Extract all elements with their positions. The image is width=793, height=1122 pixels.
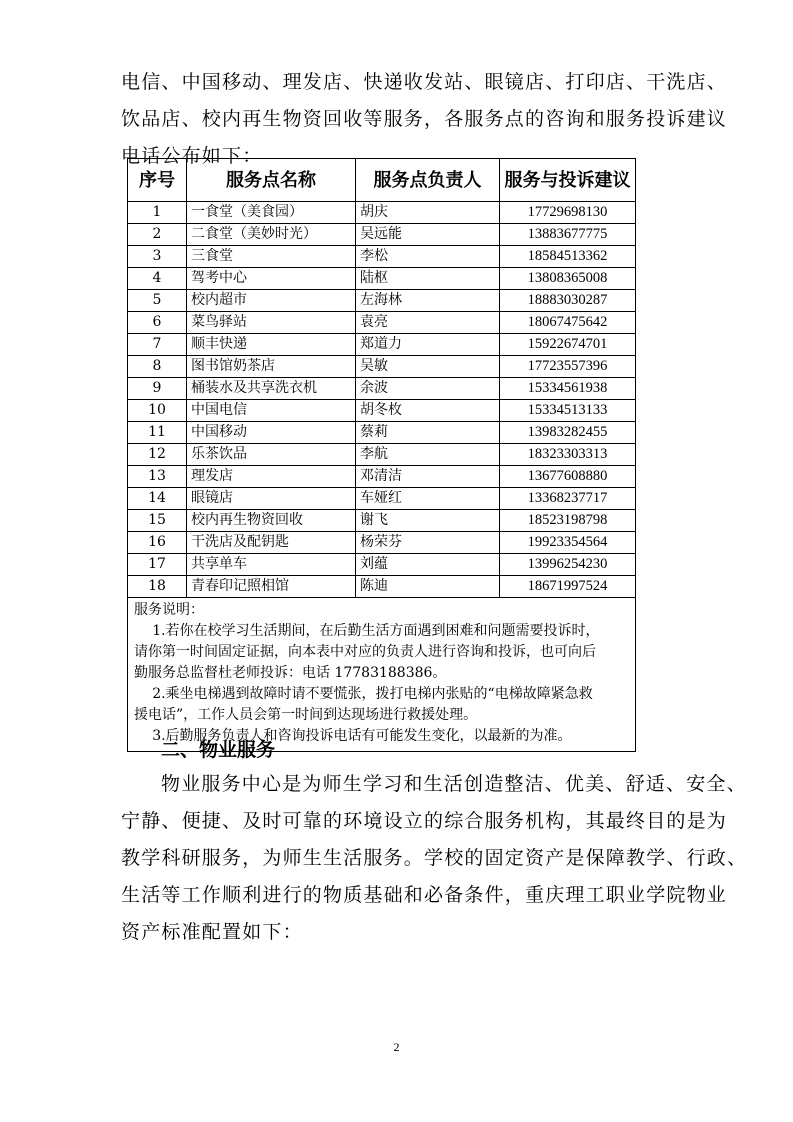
table-row xyxy=(128,202,636,224)
note-text: 勤服务总监督杜老师投诉：电话 17783188386。 xyxy=(134,665,447,681)
person-name: 袁亮 xyxy=(356,312,500,334)
table-row xyxy=(128,246,636,268)
table-row xyxy=(128,224,636,246)
person-name: 陆枢 xyxy=(356,268,500,290)
person-name: 李松 xyxy=(356,246,500,268)
person-name: 刘蕴 xyxy=(356,554,500,576)
row-index: 10 xyxy=(128,400,187,422)
section-line: 资产标准配置如下： xyxy=(121,921,303,943)
page-number: 2 xyxy=(393,1040,400,1054)
phone-number: 19923354564 xyxy=(500,532,636,554)
intro-line: 电话公布如下： xyxy=(121,145,263,167)
row-index: 4 xyxy=(128,268,187,290)
table-row xyxy=(128,488,636,510)
notes-title: 服务说明： xyxy=(134,602,204,618)
service-name: 共享单车 xyxy=(187,554,356,576)
service-name: 一食堂（美食园） xyxy=(187,202,356,224)
person-name: 胡冬枚 xyxy=(356,400,500,422)
person-name: 左海林 xyxy=(356,290,500,312)
header-index: 序号 xyxy=(128,159,187,202)
person-name: 车娅红 xyxy=(356,488,500,510)
section-line: 教学科研服务，为师生生活服务。学校的固定资产是保障教学、行政、 xyxy=(121,847,748,869)
row-index: 18 xyxy=(128,576,187,598)
row-index: 3 xyxy=(128,246,187,268)
note-item-1 xyxy=(134,621,629,684)
header-person: 服务点负责人 xyxy=(356,159,500,202)
service-name: 顺丰快递 xyxy=(187,334,356,356)
service-name: 青春印记照相馆 xyxy=(187,576,356,598)
section-line: 生活等工作顺利进行的物质基础和必备条件，重庆理工职业学院物业 xyxy=(121,884,728,906)
notes-row xyxy=(128,598,636,752)
phone-number: 13883677775 xyxy=(500,224,636,246)
service-name: 二食堂（美妙时光） xyxy=(187,224,356,246)
row-index: 16 xyxy=(128,532,187,554)
table-row xyxy=(128,290,636,312)
phone-number: 13677608880 xyxy=(500,466,636,488)
table-row xyxy=(128,400,636,422)
note-text: 1.若你在校学习生活期间，在后勤生活方面遇到困难和问题需要投诉时， xyxy=(152,623,600,639)
note-text: 请你第一时间固定证据，向本表中对应的负责人进行咨询和投诉，也可向后 xyxy=(134,644,596,660)
phone-number: 13808365008 xyxy=(500,268,636,290)
table-header-row xyxy=(128,159,636,202)
row-index: 14 xyxy=(128,488,187,510)
table-row xyxy=(128,312,636,334)
phone-number: 18523198798 xyxy=(500,510,636,532)
intro-line: 饮品店、校内再生物资回收等服务，各服务点的咨询和服务投诉建议 xyxy=(121,108,728,130)
person-name: 陈迪 xyxy=(356,576,500,598)
note-text: 3.后勤服务负责人和咨询投诉电话有可能发生变化，以最新的为准。 xyxy=(152,728,572,744)
row-index: 6 xyxy=(128,312,187,334)
header-phone: 服务与投诉建议 xyxy=(500,159,636,202)
phone-number: 18323303313 xyxy=(500,444,636,466)
phone-number: 13368237717 xyxy=(500,488,636,510)
person-name: 蔡莉 xyxy=(356,422,500,444)
row-index: 17 xyxy=(128,554,187,576)
table-row xyxy=(128,334,636,356)
row-index: 5 xyxy=(128,290,187,312)
note-text: 援电话”，工作人员会第一时间到达现场进行救援处理。 xyxy=(134,707,478,723)
table-row xyxy=(128,576,636,598)
note-item-2 xyxy=(134,684,629,726)
phone-number: 13983282455 xyxy=(500,422,636,444)
phone-number: 13996254230 xyxy=(500,554,636,576)
row-index: 12 xyxy=(128,444,187,466)
row-index: 13 xyxy=(128,466,187,488)
section-line: 物业服务中心是为师生学习和生活创造整洁、优美、舒适、安全、 xyxy=(161,773,747,795)
person-name: 吴远能 xyxy=(356,224,500,246)
intro-line: 电信、中国移动、理发店、快递收发站、眼镜店、打印店、干洗店、 xyxy=(121,71,728,93)
row-index: 7 xyxy=(128,334,187,356)
phone-number: 18584513362 xyxy=(500,246,636,268)
table-row xyxy=(128,268,636,290)
service-name: 图书馆奶茶店 xyxy=(187,356,356,378)
service-name: 干洗店及配钥匙 xyxy=(187,532,356,554)
service-name: 菜鸟驿站 xyxy=(187,312,356,334)
table-body xyxy=(128,202,636,598)
section-paragraph xyxy=(121,766,748,951)
phone-number: 18067475642 xyxy=(500,312,636,334)
table-row xyxy=(128,356,636,378)
service-name: 校内超市 xyxy=(187,290,356,312)
person-name: 邓清洁 xyxy=(356,466,500,488)
service-name: 桶装水及共享洗衣机 xyxy=(187,378,356,400)
phone-number: 18883030287 xyxy=(500,290,636,312)
row-index: 11 xyxy=(128,422,187,444)
person-name: 余波 xyxy=(356,378,500,400)
person-name: 谢飞 xyxy=(356,510,500,532)
person-name: 郑道力 xyxy=(356,334,500,356)
service-name: 校内再生物资回收 xyxy=(187,510,356,532)
phone-number: 15334561938 xyxy=(500,378,636,400)
service-name: 中国移动 xyxy=(187,422,356,444)
section-title: 二、物业服务 xyxy=(161,739,276,761)
person-name: 杨荣芬 xyxy=(356,532,500,554)
phone-number: 17729698130 xyxy=(500,202,636,224)
person-name: 胡庆 xyxy=(356,202,500,224)
service-name: 眼镜店 xyxy=(187,488,356,510)
header-service-name: 服务点名称 xyxy=(187,159,356,202)
row-index: 9 xyxy=(128,378,187,400)
row-index: 1 xyxy=(128,202,187,224)
service-name: 驾考中心 xyxy=(187,268,356,290)
service-name: 中国电信 xyxy=(187,400,356,422)
note-text: 2.乘坐电梯遇到故障时请不要慌张，拨打电梯内张贴的“电梯故障紧急救 xyxy=(152,686,593,702)
person-name: 李航 xyxy=(356,444,500,466)
service-contact-table xyxy=(127,158,636,752)
service-notes xyxy=(128,598,636,752)
row-index: 15 xyxy=(128,510,187,532)
phone-number: 15922674701 xyxy=(500,334,636,356)
table-row xyxy=(128,378,636,400)
table-row xyxy=(128,532,636,554)
table-row xyxy=(128,554,636,576)
table-row xyxy=(128,466,636,488)
section-line: 宁静、便捷、及时可靠的环境设立的综合服务机构，其最终目的是为 xyxy=(121,810,728,832)
phone-number: 17723557396 xyxy=(500,356,636,378)
table-row xyxy=(128,510,636,532)
phone-number: 18671997524 xyxy=(500,576,636,598)
row-index: 2 xyxy=(128,224,187,246)
row-index: 8 xyxy=(128,356,187,378)
phone-number: 15334513133 xyxy=(500,400,636,422)
service-name: 三食堂 xyxy=(187,246,356,268)
person-name: 吴敏 xyxy=(356,356,500,378)
service-name: 乐茶饮品 xyxy=(187,444,356,466)
table-row xyxy=(128,422,636,444)
service-name: 理发店 xyxy=(187,466,356,488)
table-row xyxy=(128,444,636,466)
